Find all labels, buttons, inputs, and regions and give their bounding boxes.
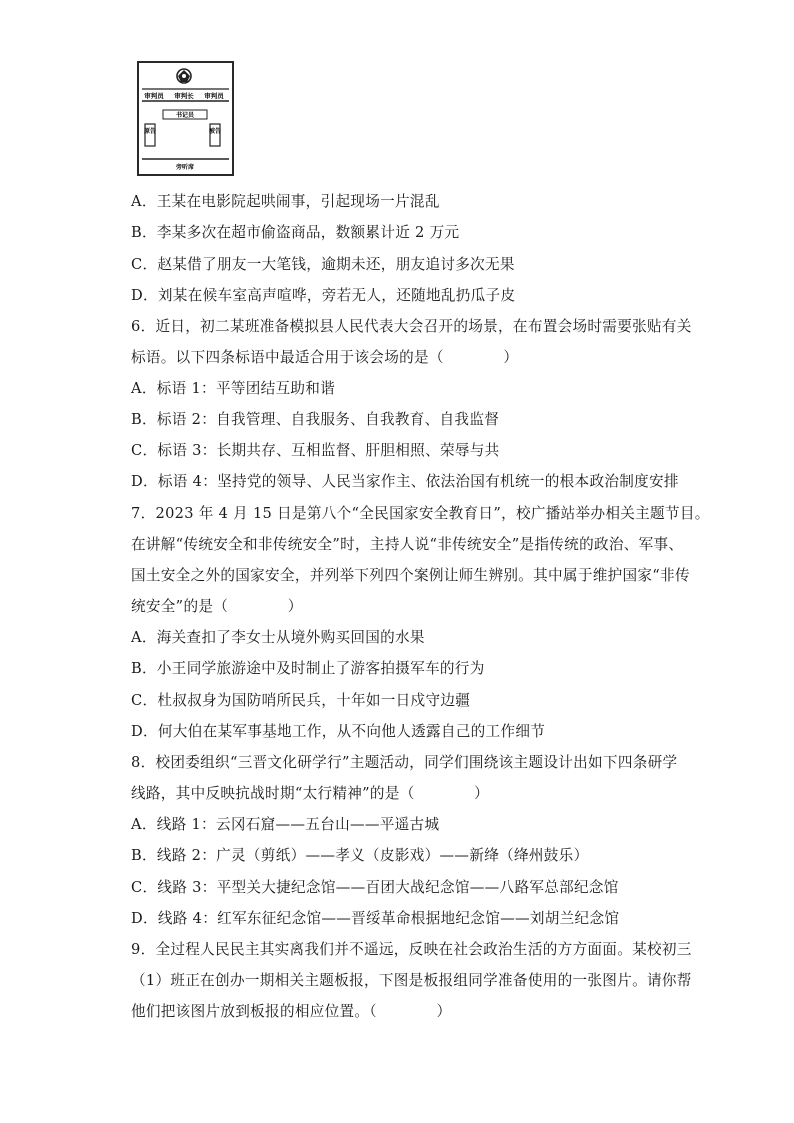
question-9-stem-line-3: 他们把该图片放到板报的相应位置。（ ）	[131, 1003, 452, 1020]
chief-judge-label: 审判长	[174, 92, 194, 100]
question-7-option-c: C．杜叔叔身为国防哨所民兵，十年如一日戍守边疆	[131, 692, 471, 709]
national-emblem-icon	[177, 69, 191, 83]
question-7-stem-line-2: 在讲解“传统安全和非传统安全”时，主持人说“非传统安全”是指传统的政治、军事、	[131, 536, 684, 553]
question-7-stem-line-4: 统安全”的是（ ）	[131, 598, 303, 615]
question-8-stem-line-1: 8．校团委组织“三晋文化研学行”主题活动，同学们围绕该主题设计出如下四条研学	[131, 754, 678, 771]
question-6-option-c: C．标语 3：长期共存、互相监督、肝胆相照、荣辱与共	[131, 442, 500, 459]
question-7-stem-line-1: 7．2023 年 4 月 15 日是第八个“全民国家安全教育日”，校广播站举办相关主题节目。	[131, 505, 710, 522]
question-7-stem-line-3: 国土安全之外的国家安全，并列举下列四个案例让师生辨别。其中属于维护国家“非传	[131, 567, 690, 584]
question-6-option-d: D．标语 4：坚持党的领导、人民当家作主、依法治国有机统一的根本政治制度安排	[131, 473, 679, 490]
clerk-label: 书记员	[175, 112, 195, 119]
defendant-label: 被告	[208, 128, 222, 135]
courtroom-diagram	[137, 61, 234, 176]
question-8-option-b: B．线路 2：广灵（剪纸）——孝义（皮影戏）——新绛（绛州鼓乐）	[131, 847, 589, 864]
question-7-option-d: D．何大伯在某军事基地工作，从不向他人透露自己的工作细节	[131, 723, 546, 740]
question-6-stem-line-1: 6．近日，初二某班准备模拟县人民代表大会召开的场景，在布置会场时需要张贴有关	[131, 318, 692, 335]
question-6-option-b: B．标语 2：自我管理、自我服务、自我教育、自我监督	[131, 411, 500, 428]
judge-right-label: 审判员	[204, 92, 224, 100]
question-8-option-d: D．线路 4：红军东征纪念馆——晋绥革命根据地纪念馆——刘胡兰纪念馆	[131, 910, 620, 927]
question-9-stem-line-2: （1）班正在创办一期相关主题板报，下图是板报组同学准备使用的一张图片。请你帮	[131, 972, 692, 989]
judge-left-label: 审判员	[144, 92, 164, 100]
option-d-previous: D．刘某在候车室高声喧哗，旁若无人，还随地乱扔瓜子皮	[131, 287, 516, 304]
question-7-option-b: B．小王同学旅游途中及时制止了游客拍摄军车的行为	[131, 660, 485, 677]
option-b-previous: B．李某多次在超市偷盗商品，数额累计近 2 万元	[131, 224, 460, 241]
question-9-stem-line-1: 9．全过程人民民主其实离我们并不遥远，反映在社会政治生活的方方面面。某校初三	[131, 941, 692, 958]
question-7-option-a: A．海关查扣了李女士从境外购买回国的水果	[131, 629, 425, 646]
courtroom-drawing	[139, 63, 232, 174]
option-c-previous: C．赵某借了朋友一大笔钱，逾期未还，朋友追讨多次无果	[131, 256, 515, 273]
question-8-option-a: A．线路 1：云冈石窟——五台山——平遥古城	[131, 816, 440, 833]
question-8-stem-line-2: 线路，其中反映抗战时期“太行精神”的是（ ）	[131, 785, 490, 802]
option-a-previous: A．王某在电影院起哄闹事，引起现场一片混乱	[131, 193, 440, 210]
gallery-label: 旁听席	[175, 164, 195, 171]
plaintiff-label: 原告	[143, 128, 157, 135]
question-6-stem-line-2: 标语。以下四条标语中最适合用于该会场的是（ ）	[131, 349, 519, 366]
question-8-option-c: C．线路 3：平型关大捷纪念馆——百团大战纪念馆——八路军总部纪念馆	[131, 879, 619, 896]
question-6-option-a: A．标语 1：平等团结互助和谐	[131, 380, 336, 397]
